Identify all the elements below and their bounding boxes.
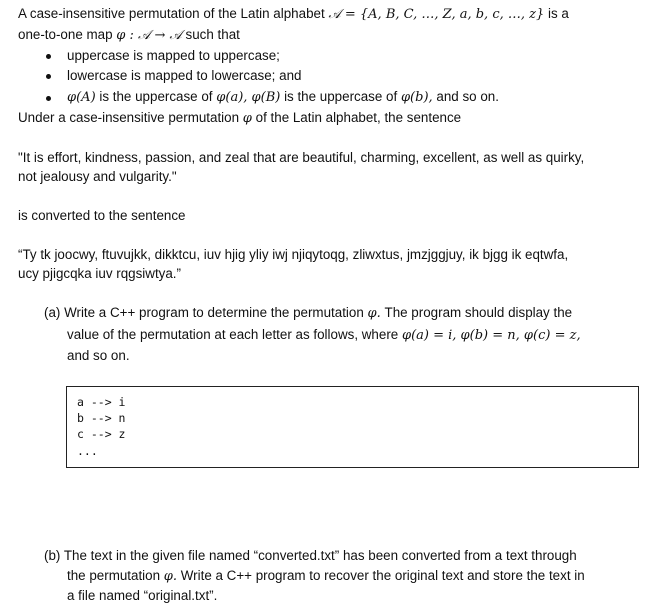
intro-line-1 xyxy=(18,6,569,23)
phi-A: φ(A) xyxy=(67,90,96,105)
part-a-suffix: The program should display the xyxy=(384,305,573,320)
part-b-line2-prefix: the permutation xyxy=(67,568,161,583)
part-b-line2-suffix: Write a C++ program to recover the original text and store the text in xyxy=(180,568,585,583)
code-line-1: a --> i xyxy=(77,395,126,409)
converted-label: is converted to the sentence xyxy=(18,208,186,223)
part-a-line2-prefix: value of the permutation at each letter as follows, where xyxy=(67,327,399,342)
under-prefix: Under a case-insensitive permutation xyxy=(18,110,240,125)
original-sentence-line-2: not jealousy and vulgarity." xyxy=(18,169,177,184)
map-formula: φ : 𝒜 → 𝒜 xyxy=(116,28,182,43)
part-a-line-3: and so on. xyxy=(67,348,130,363)
bullet-3-text-2: is the uppercase of xyxy=(284,89,398,104)
part-a-prefix: (a) Write a C++ program to determine the permutation xyxy=(44,305,364,320)
code-line-3: c --> z xyxy=(77,427,126,441)
part-b-line-1: (b) The text in the given file named “converted.txt” has been converted from a text through xyxy=(44,548,577,563)
code-line-4: ... xyxy=(77,444,98,458)
part-b-line-3: a file named “original.txt”. xyxy=(67,588,218,603)
part-b-phi: φ. xyxy=(163,569,178,584)
bullet-3-text-3: and so on. xyxy=(436,89,499,104)
under-suffix: of the Latin alphabet, the sentence xyxy=(255,110,462,125)
intro-line2-suffix: such that xyxy=(185,27,240,42)
intro-line2-prefix: one-to-one map xyxy=(18,27,113,42)
part-a-example-formula: φ(a) = i, φ(b) = n, φ(c) = z, xyxy=(401,328,581,343)
output-example-box xyxy=(66,386,639,468)
phi-b: φ(b), xyxy=(400,90,433,105)
code-line-2: b --> n xyxy=(77,411,126,425)
converted-sentence-line-2: ucy pjigcqka iuv rqgsiwtya.” xyxy=(18,266,181,281)
bullet-dot-1 xyxy=(46,54,51,59)
bullet-3-text-1: is the uppercase of xyxy=(99,89,213,104)
intro-line-2 xyxy=(18,27,240,44)
under-line xyxy=(18,110,461,127)
part-a-phi: φ. xyxy=(367,306,381,321)
under-phi: φ xyxy=(242,111,252,126)
phi-a-phi-B: φ(a), φ(B) xyxy=(216,90,281,105)
part-b-line-2 xyxy=(67,568,585,585)
part-a-line-2 xyxy=(67,327,581,344)
bullet-dot-2 xyxy=(46,74,51,79)
bullet-1: uppercase is mapped to uppercase; xyxy=(67,48,280,63)
bullet-3 xyxy=(67,89,499,106)
intro-suffix: is a xyxy=(547,6,569,21)
intro-prefix: A case-insensitive permutation of the Latin alphabet xyxy=(18,6,325,21)
part-a-line-1 xyxy=(44,305,572,322)
original-sentence-line-1: "It is effort, kindness, passion, and zeal that are beautiful, charming, excellent, as well as quirky, xyxy=(18,150,585,165)
bullet-2: lowercase is mapped to lowercase; and xyxy=(67,68,302,83)
bullet-dot-3 xyxy=(46,96,51,101)
alphabet-formula: 𝒜 = {A, B, C, …, Z, a, b, c, …, z} xyxy=(328,7,545,22)
converted-sentence-line-1: “Ty tk joocwy, ftuvujkk, dikktcu, iuv hjig yliy iwj njiqytoqg, zliwxtus, jmzjggjuy, ik bjgg ik eqtwfa, xyxy=(18,247,569,262)
